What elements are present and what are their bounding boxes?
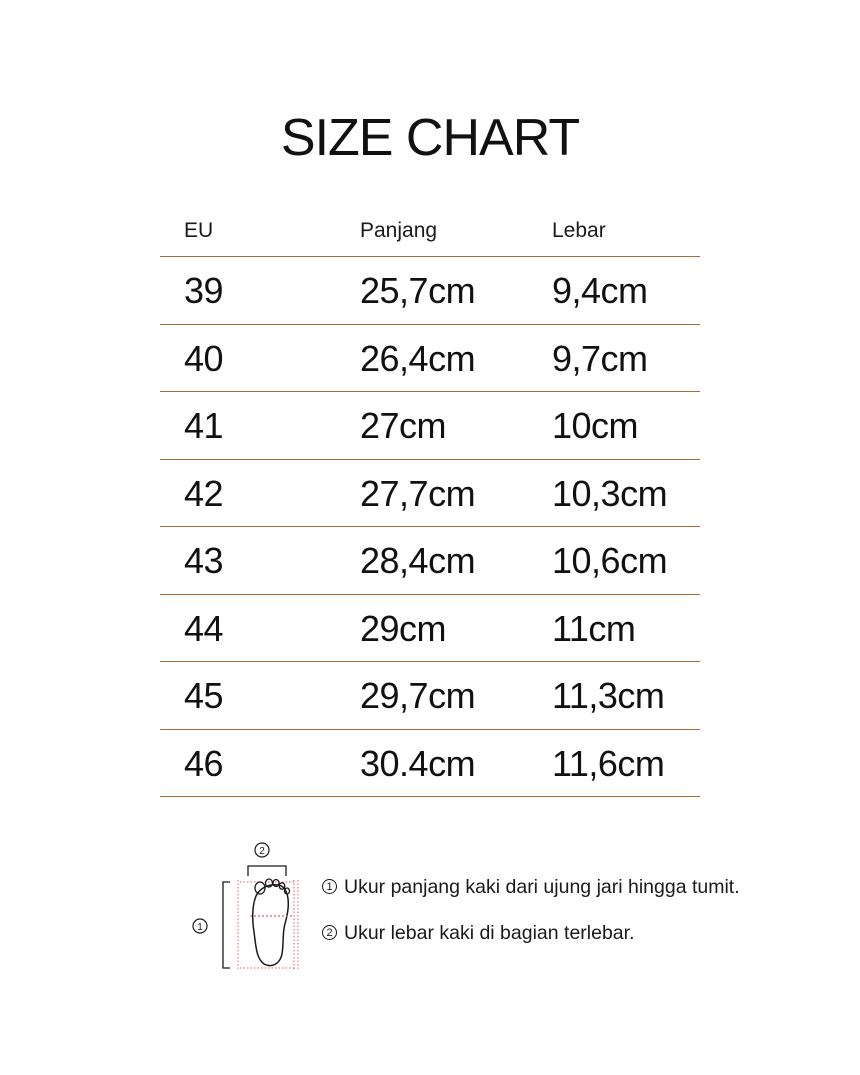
cell-panjang: 30.4cm	[360, 742, 476, 784]
foot-diagram	[190, 836, 310, 976]
marker-1-label: 1	[197, 922, 203, 933]
cell-panjang: 27,7cm	[360, 472, 476, 514]
cell-eu: 42	[184, 472, 224, 514]
note-number: 1	[322, 879, 337, 894]
note-number: 2	[322, 925, 337, 940]
note-text: Ukur lebar kaki di bagian terlebar.	[344, 922, 635, 944]
size-table	[160, 210, 700, 797]
cell-eu: 43	[184, 540, 224, 581]
table-row	[160, 662, 700, 730]
cell-panjang: 28,4cm	[360, 540, 476, 581]
table-row	[160, 460, 700, 528]
cell-eu: 46	[184, 742, 224, 784]
cell-lebar: 10,3cm	[552, 472, 668, 514]
cell-eu: 44	[184, 607, 224, 649]
table-row	[160, 392, 700, 460]
cell-lebar: 10cm	[552, 405, 639, 446]
cell-eu: 45	[184, 675, 224, 716]
measurement-notes	[322, 875, 742, 945]
table-row	[160, 325, 700, 393]
table-row	[160, 730, 700, 798]
header-lebar: Lebar	[552, 219, 606, 242]
cell-eu: 39	[184, 270, 224, 311]
cell-lebar: 11,3cm	[552, 675, 665, 716]
cell-eu: 40	[184, 337, 224, 379]
table-row	[160, 257, 700, 325]
table-row	[160, 527, 700, 595]
marker-2-label: 2	[259, 846, 265, 857]
table-row	[160, 595, 700, 663]
cell-panjang: 25,7cm	[360, 270, 476, 311]
foot-outline-icon	[190, 836, 310, 976]
page-title: SIZE CHART	[280, 109, 580, 167]
cell-panjang: 29cm	[360, 607, 447, 649]
note-text: Ukur panjang kaki dari ujung jari hingga tumit.	[344, 876, 740, 898]
table-header	[160, 210, 700, 257]
cell-lebar: 11,6cm	[552, 742, 665, 784]
note-width	[322, 921, 742, 945]
note-length	[322, 875, 742, 899]
header-eu: EU	[184, 219, 214, 242]
cell-panjang: 26,4cm	[360, 337, 476, 379]
cell-lebar: 11cm	[552, 607, 636, 649]
cell-lebar: 9,4cm	[552, 270, 648, 311]
cell-eu: 41	[184, 405, 224, 446]
cell-panjang: 29,7cm	[360, 675, 476, 716]
header-panjang: Panjang	[360, 219, 438, 242]
cell-lebar: 9,7cm	[552, 337, 648, 379]
cell-lebar: 10,6cm	[552, 540, 668, 581]
cell-panjang: 27cm	[360, 405, 447, 446]
